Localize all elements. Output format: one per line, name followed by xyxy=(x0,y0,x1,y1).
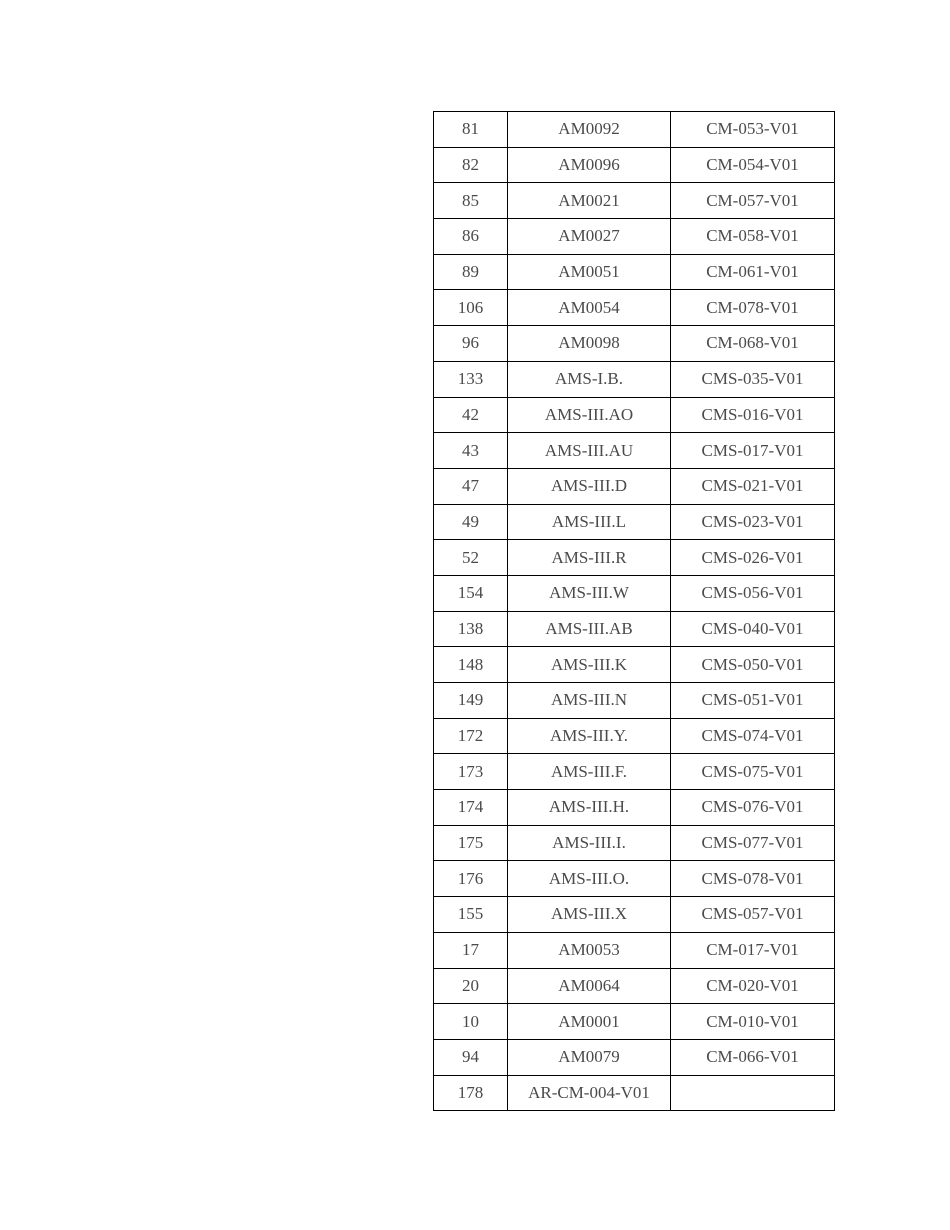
row-id-cell: 174 xyxy=(434,790,508,826)
row-id-cell: 154 xyxy=(434,575,508,611)
consolidated-code-cell: CM-061-V01 xyxy=(671,254,835,290)
row-id-cell: 173 xyxy=(434,754,508,790)
methodology-table xyxy=(433,111,835,1111)
table-row xyxy=(434,754,835,790)
consolidated-code-cell: CM-054-V01 xyxy=(671,147,835,183)
table-row xyxy=(434,861,835,897)
methodology-code-cell: AM0027 xyxy=(508,219,671,255)
table-row xyxy=(434,1004,835,1040)
row-id-cell: 85 xyxy=(434,183,508,219)
consolidated-code-cell: CM-058-V01 xyxy=(671,219,835,255)
consolidated-code-cell: CMS-078-V01 xyxy=(671,861,835,897)
row-id-cell: 175 xyxy=(434,825,508,861)
row-id-cell: 47 xyxy=(434,468,508,504)
table-row xyxy=(434,147,835,183)
consolidated-code-cell: CMS-021-V01 xyxy=(671,468,835,504)
row-id-cell: 86 xyxy=(434,219,508,255)
table-row xyxy=(434,326,835,362)
consolidated-code-cell: CMS-016-V01 xyxy=(671,397,835,433)
table-row xyxy=(434,1075,835,1111)
row-id-cell: 94 xyxy=(434,1039,508,1075)
methodology-code-cell: AM0001 xyxy=(508,1004,671,1040)
table-row xyxy=(434,290,835,326)
consolidated-code-cell: CMS-075-V01 xyxy=(671,754,835,790)
methodology-code-cell: AMS-III.AU xyxy=(508,433,671,469)
row-id-cell: 43 xyxy=(434,433,508,469)
table-row xyxy=(434,932,835,968)
consolidated-code-cell: CMS-074-V01 xyxy=(671,718,835,754)
table-row xyxy=(434,683,835,719)
methodology-code-cell: AM0021 xyxy=(508,183,671,219)
table-row xyxy=(434,468,835,504)
consolidated-code-cell: CMS-076-V01 xyxy=(671,790,835,826)
methodology-code-cell: AM0054 xyxy=(508,290,671,326)
consolidated-code-cell: CMS-035-V01 xyxy=(671,361,835,397)
row-id-cell: 172 xyxy=(434,718,508,754)
row-id-cell: 106 xyxy=(434,290,508,326)
table-row xyxy=(434,540,835,576)
row-id-cell: 10 xyxy=(434,1004,508,1040)
table-row xyxy=(434,897,835,933)
methodology-code-cell: AMS-III.O. xyxy=(508,861,671,897)
methodology-code-cell: AM0064 xyxy=(508,968,671,1004)
consolidated-code-cell: CMS-040-V01 xyxy=(671,611,835,647)
table-row xyxy=(434,361,835,397)
methodology-code-cell: AMS-III.W xyxy=(508,575,671,611)
table-row xyxy=(434,254,835,290)
consolidated-code-cell: CMS-050-V01 xyxy=(671,647,835,683)
table-row xyxy=(434,647,835,683)
table-row xyxy=(434,575,835,611)
methodology-table-body xyxy=(434,112,835,1111)
table-row xyxy=(434,790,835,826)
table-row xyxy=(434,183,835,219)
consolidated-code-cell: CMS-056-V01 xyxy=(671,575,835,611)
consolidated-code-cell: CM-053-V01 xyxy=(671,112,835,148)
table-row xyxy=(434,433,835,469)
row-id-cell: 82 xyxy=(434,147,508,183)
consolidated-code-cell: CM-010-V01 xyxy=(671,1004,835,1040)
row-id-cell: 52 xyxy=(434,540,508,576)
consolidated-code-cell: CMS-017-V01 xyxy=(671,433,835,469)
row-id-cell: 149 xyxy=(434,683,508,719)
row-id-cell: 49 xyxy=(434,504,508,540)
consolidated-code-cell: CMS-077-V01 xyxy=(671,825,835,861)
table-row xyxy=(434,112,835,148)
row-id-cell: 17 xyxy=(434,932,508,968)
methodology-code-cell: AMS-III.H. xyxy=(508,790,671,826)
row-id-cell: 178 xyxy=(434,1075,508,1111)
consolidated-code-cell: CM-066-V01 xyxy=(671,1039,835,1075)
consolidated-code-cell: CM-068-V01 xyxy=(671,326,835,362)
table-row xyxy=(434,397,835,433)
row-id-cell: 155 xyxy=(434,897,508,933)
row-id-cell: 148 xyxy=(434,647,508,683)
methodology-code-cell: AM0053 xyxy=(508,932,671,968)
consolidated-code-cell: CMS-026-V01 xyxy=(671,540,835,576)
table-row xyxy=(434,1039,835,1075)
methodology-code-cell: AM0079 xyxy=(508,1039,671,1075)
table-row xyxy=(434,825,835,861)
methodology-code-cell: AMS-III.R xyxy=(508,540,671,576)
consolidated-code-cell: CM-057-V01 xyxy=(671,183,835,219)
methodology-code-cell: AM0098 xyxy=(508,326,671,362)
methodology-code-cell: AMS-III.D xyxy=(508,468,671,504)
methodology-code-cell: AMS-III.I. xyxy=(508,825,671,861)
row-id-cell: 89 xyxy=(434,254,508,290)
methodology-code-cell: AMS-III.F. xyxy=(508,754,671,790)
consolidated-code-cell: CMS-051-V01 xyxy=(671,683,835,719)
row-id-cell: 81 xyxy=(434,112,508,148)
methodology-code-cell: AMS-III.X xyxy=(508,897,671,933)
methodology-code-cell: AMS-III.Y. xyxy=(508,718,671,754)
consolidated-code-cell: CMS-023-V01 xyxy=(671,504,835,540)
methodology-code-cell: AM0051 xyxy=(508,254,671,290)
row-id-cell: 133 xyxy=(434,361,508,397)
table-row xyxy=(434,718,835,754)
consolidated-code-cell: CM-020-V01 xyxy=(671,968,835,1004)
methodology-code-cell: AMS-III.AB xyxy=(508,611,671,647)
methodology-code-cell: AR-CM-004-V01 xyxy=(508,1075,671,1111)
consolidated-code-cell: CMS-057-V01 xyxy=(671,897,835,933)
table-row xyxy=(434,968,835,1004)
row-id-cell: 20 xyxy=(434,968,508,1004)
table-row xyxy=(434,611,835,647)
consolidated-code-cell: CM-017-V01 xyxy=(671,932,835,968)
methodology-code-cell: AMS-I.B. xyxy=(508,361,671,397)
consolidated-code-cell xyxy=(671,1075,835,1111)
methodology-code-cell: AMS-III.N xyxy=(508,683,671,719)
row-id-cell: 176 xyxy=(434,861,508,897)
methodology-code-cell: AMS-III.L xyxy=(508,504,671,540)
methodology-code-cell: AM0092 xyxy=(508,112,671,148)
row-id-cell: 42 xyxy=(434,397,508,433)
consolidated-code-cell: CM-078-V01 xyxy=(671,290,835,326)
methodology-code-cell: AM0096 xyxy=(508,147,671,183)
row-id-cell: 138 xyxy=(434,611,508,647)
row-id-cell: 96 xyxy=(434,326,508,362)
methodology-code-cell: AMS-III.AO xyxy=(508,397,671,433)
table-row xyxy=(434,504,835,540)
table-row xyxy=(434,219,835,255)
methodology-code-cell: AMS-III.K xyxy=(508,647,671,683)
